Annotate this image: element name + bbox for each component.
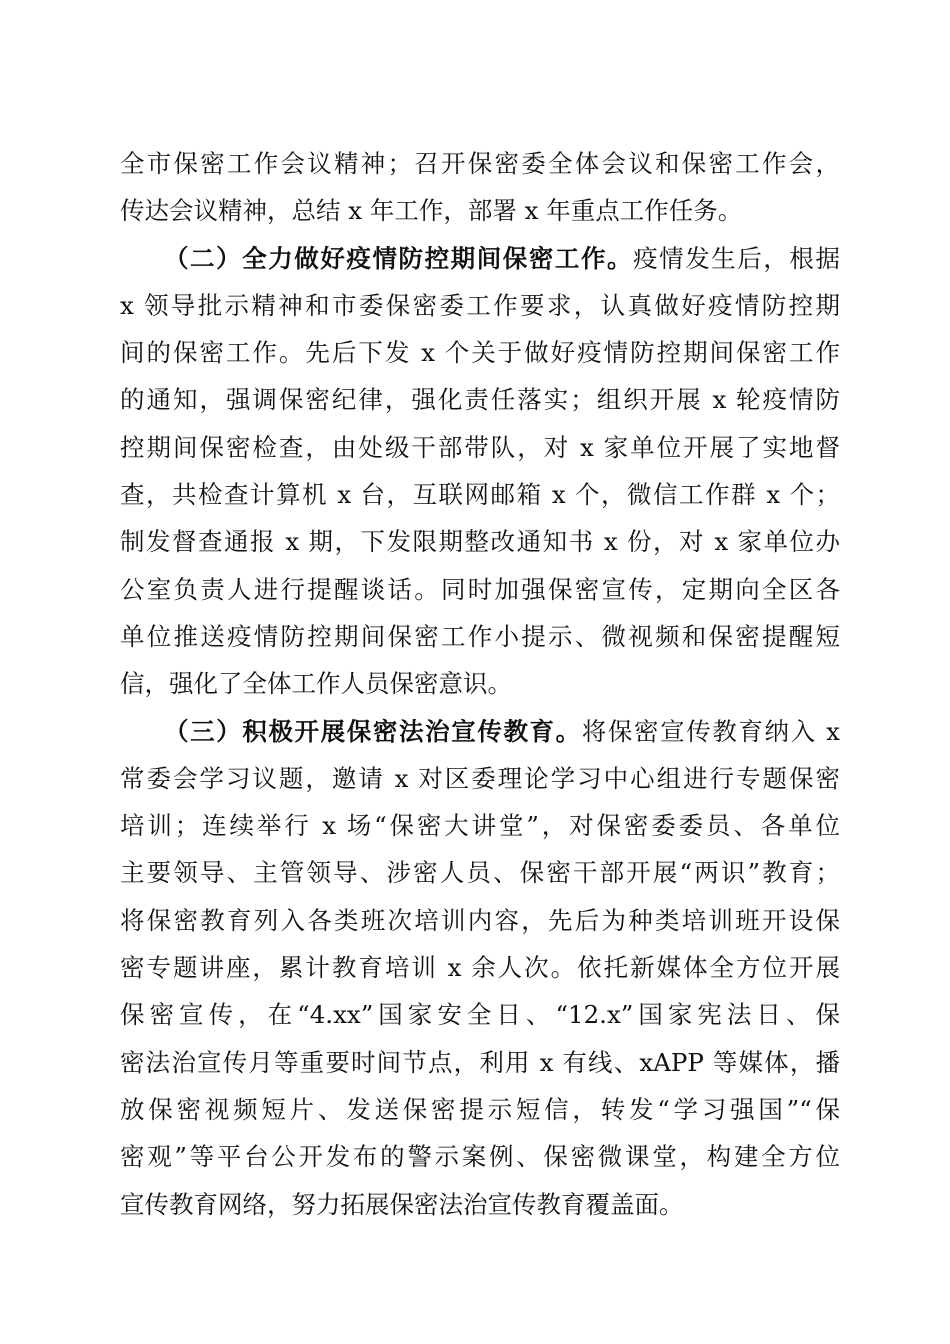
paragraph-line: 放保密视频短片、发送保密提示短信，转发“学习强国”“保 xyxy=(120,1094,840,1124)
paragraph-line: 全市保密工作会议精神；召开保密委全体会议和保密工作会， xyxy=(120,149,840,178)
paragraph-line: x 领导批示精神和市委保密委工作要求，认真做好疫情防控期 xyxy=(120,290,840,320)
paragraph-first-line xyxy=(120,708,840,755)
paragraph-line: 传达会议精神，总结 x 年工作，部署 x 年重点工作任务。 xyxy=(120,196,743,226)
paragraph-line: 常委会学习议题，邀请 x 对区委理论学习中心组进行专题保密 xyxy=(120,763,840,793)
paragraph-line: 保密宣传，在“4.xx”国家安全日、“12.x”国家宪法日、保 xyxy=(120,1000,840,1030)
paragraph-line: 培训；连续举行 x 场“保密大讲堂”，对保密委委员、各单位 xyxy=(120,811,840,841)
paragraph-line: 密专题讲座，累计教育培训 x 余人次。依托新媒体全方位开展 xyxy=(120,953,840,983)
paragraph-line: 将保密教育列入各类班次培训内容，先后为种类培训班开设保 xyxy=(120,905,840,935)
paragraph-1 xyxy=(120,140,840,235)
document-body xyxy=(120,140,840,1228)
paragraph-text: 疫情发生后，根据 xyxy=(633,243,840,273)
paragraph-line: 查，共检查计算机 x 台，互联网邮箱 x 个，微信工作群 x 个； xyxy=(120,480,840,510)
paragraph-line: 密观”等平台公开发布的警示案例、保密微课堂，构建全方位 xyxy=(120,1142,840,1172)
section-heading: （二）全力做好疫情防控期间保密工作。 xyxy=(164,243,634,273)
paragraph-line: 公室负责人进行提醒谈话。同时加强保密宣传，定期向全区各 xyxy=(120,574,840,604)
paragraph-line: 主要领导、主管领导、涉密人员、保密干部开展“两识”教育； xyxy=(120,858,840,888)
paragraph-line: 的通知，强调保密纪律，强化责任落实；组织开展 x 轮疫情防 xyxy=(120,385,840,415)
paragraph-line: 制发督查通报 x 期，下发限期整改通知书 x 份，对 x 家单位办 xyxy=(120,527,840,557)
paragraph-2 xyxy=(120,235,840,708)
paragraph-line: 单位推送疫情防控期间保密工作小提示、微视频和保密提醒短 xyxy=(120,621,840,651)
paragraph-3 xyxy=(120,708,840,1228)
paragraph-text: 将保密宣传教育纳入 x xyxy=(581,716,840,746)
section-heading: （三）积极开展保密法治宣传教育。 xyxy=(164,716,582,746)
paragraph-line: 间的保密工作。先后下发 x 个关于做好疫情防控期间保密工作 xyxy=(120,338,840,368)
paragraph-line: 宣传教育网络，努力拓展保密法治宣传教育覆盖面。 xyxy=(120,1189,684,1219)
paragraph-first-line xyxy=(120,235,840,282)
paragraph-line: 信，强化了全体工作人员保密意识。 xyxy=(120,669,512,699)
paragraph-line: 控期间保密检查，由处级干部带队，对 x 家单位开展了实地督 xyxy=(120,432,840,462)
paragraph-line: 密法治宣传月等重要时间节点，利用 x 有线、xAPP 等媒体，播 xyxy=(120,1047,840,1077)
